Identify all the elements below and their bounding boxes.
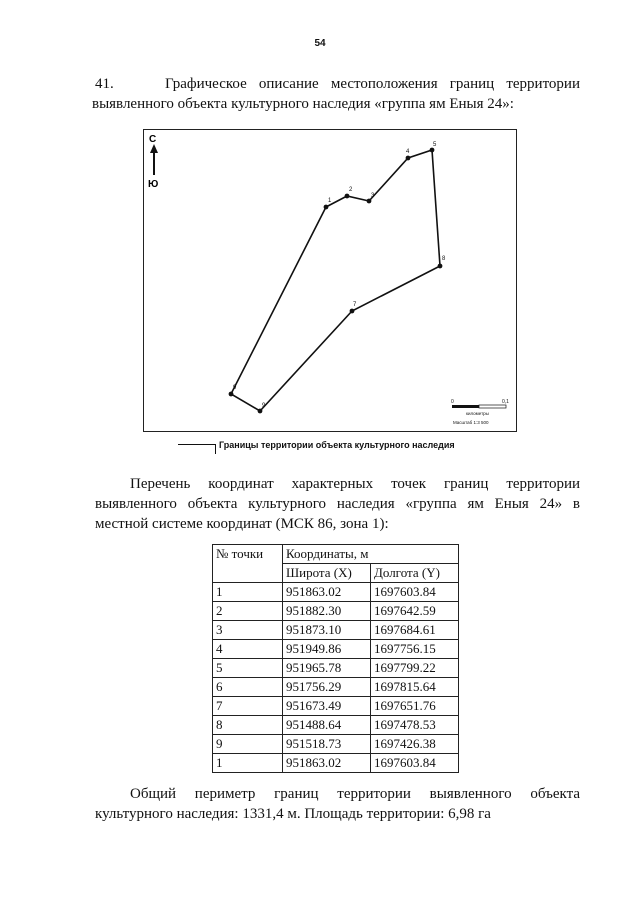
coordinates-table xyxy=(212,544,459,773)
header-coords: Координаты, м xyxy=(283,545,459,564)
cell-point: 3 xyxy=(213,621,283,640)
cell-y: 1697478.53 xyxy=(371,716,459,735)
map-legend xyxy=(178,440,455,450)
cell-point: 5 xyxy=(213,659,283,678)
vertex-label-6a: 9 xyxy=(262,403,266,409)
heading-line-1: Графическое описание местоположения границ территории xyxy=(165,76,580,92)
vertex-label-5: 5 xyxy=(433,142,437,148)
cell-point: 1 xyxy=(213,754,283,773)
cell-x: 951949.86 xyxy=(283,640,371,659)
vertex-7 xyxy=(350,309,355,314)
table-row xyxy=(213,697,459,716)
coordinates-intro xyxy=(95,474,580,534)
scale-bar xyxy=(451,399,509,425)
table-row xyxy=(213,716,459,735)
south-label: Ю xyxy=(148,179,159,190)
cell-y: 1697603.84 xyxy=(371,754,459,773)
heading-line-2: выявленного объекта культурного наследия «группа ям Еныя 24»: xyxy=(92,96,514,112)
vertex-4 xyxy=(406,156,411,161)
cell-point: 2 xyxy=(213,602,283,621)
cell-x: 951488.64 xyxy=(283,716,371,735)
vertex-3 xyxy=(367,199,372,204)
cell-x: 951965.78 xyxy=(283,659,371,678)
table-row xyxy=(213,640,459,659)
cell-y: 1697642.59 xyxy=(371,602,459,621)
north-arrow-icon xyxy=(148,134,158,190)
table-row xyxy=(213,583,459,602)
cell-point: 9 xyxy=(213,735,283,754)
cell-y: 1697684.61 xyxy=(371,621,459,640)
summary-line-2: культурного наследия: 1331,4 м. Площадь территории: 6,98 га xyxy=(95,806,491,822)
scale-unit: километры xyxy=(466,411,489,416)
table-row xyxy=(213,754,459,773)
cell-y: 1697815.64 xyxy=(371,678,459,697)
vertex-8 xyxy=(258,409,263,414)
table-row xyxy=(213,621,459,640)
intro-line-1: Перечень координат характерных точек границ территории xyxy=(130,476,580,492)
page-number: 54 xyxy=(314,38,326,49)
cell-point: 7 xyxy=(213,697,283,716)
cell-x: 951756.29 xyxy=(283,678,371,697)
cell-x: 951673.49 xyxy=(283,697,371,716)
cell-y: 1697756.15 xyxy=(371,640,459,659)
header-lat: Широта (X) xyxy=(283,564,371,583)
cell-x: 951863.02 xyxy=(283,583,371,602)
vertex-label-1: 1 xyxy=(328,198,332,204)
summary-line-1: Общий периметр границ территории выявленного объекта xyxy=(130,786,580,802)
boundary-map xyxy=(143,129,517,432)
cell-x: 951873.10 xyxy=(283,621,371,640)
vertex-label-8a: 8 xyxy=(442,256,446,262)
section-heading xyxy=(92,74,580,114)
intro-line-2: выявленного объекта культурного наследия «группа ям Еныя 24» в xyxy=(95,496,580,512)
cell-y: 1697603.84 xyxy=(371,583,459,602)
scale-zero: 0 xyxy=(451,399,454,405)
header-lon: Долгота (Y) xyxy=(371,564,459,583)
vertex-6 xyxy=(438,264,443,269)
cell-x: 951882.30 xyxy=(283,602,371,621)
table-row xyxy=(213,678,459,697)
vertex-9 xyxy=(229,392,234,397)
cell-y: 1697426.38 xyxy=(371,735,459,754)
legend-label: Границы территории объекта культурного наследия xyxy=(219,440,455,450)
boundary-line-symbol xyxy=(178,444,216,454)
cell-point: 4 xyxy=(213,640,283,659)
vertex-label-4: 4 xyxy=(406,149,410,155)
table-row xyxy=(213,602,459,621)
vertex-5 xyxy=(430,148,435,153)
cell-y: 1697651.76 xyxy=(371,697,459,716)
map-drawing xyxy=(144,130,518,433)
cell-x: 951863.02 xyxy=(283,754,371,773)
cell-point: 8 xyxy=(213,716,283,735)
cell-y: 1697799.22 xyxy=(371,659,459,678)
vertex-label-7: 7 xyxy=(353,302,357,308)
header-point: № точки xyxy=(213,545,283,583)
section-number: 41. xyxy=(95,76,114,92)
territory-boundary xyxy=(231,150,440,411)
cell-x: 951518.73 xyxy=(283,735,371,754)
table-row xyxy=(213,659,459,678)
north-label: С xyxy=(149,134,157,145)
vertex-1 xyxy=(324,205,329,210)
scale-ratio: Масштаб 1:3 500 xyxy=(453,420,489,425)
vertex-label-2: 2 xyxy=(349,187,353,193)
vertex-label-3: 3 xyxy=(371,193,375,199)
scale-end: 0,1 xyxy=(502,399,509,405)
vertex-label-9: 9 xyxy=(233,385,237,391)
perimeter-summary xyxy=(95,784,580,824)
table-row xyxy=(213,735,459,754)
vertex-2 xyxy=(345,194,350,199)
cell-point: 1 xyxy=(213,583,283,602)
intro-line-3: местной системе координат (МСК 86, зона 1): xyxy=(95,516,389,532)
cell-point: 6 xyxy=(213,678,283,697)
